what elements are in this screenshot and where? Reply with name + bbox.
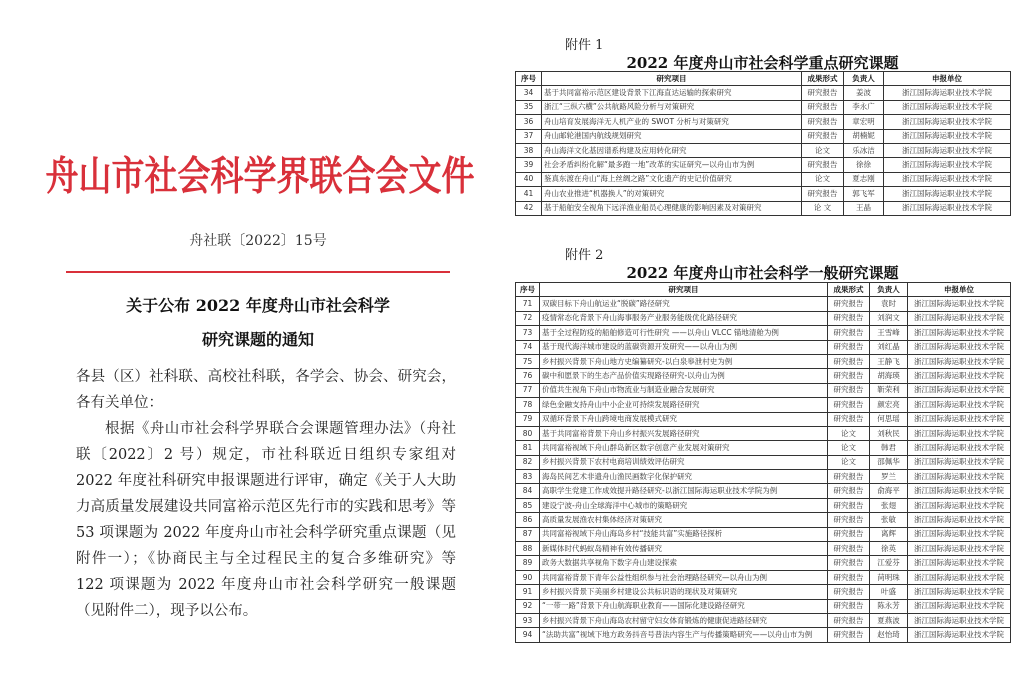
col-number: 94 [516,628,540,642]
col-project: 碳中和愿景下的生态产品价值实现路径研究-以舟山为例 [540,369,828,383]
col-project: 绿色金融支持舟山中小企业可持续发展路径研究 [540,398,828,412]
col-number: 81 [516,441,540,455]
table-row [516,484,1011,498]
col-format: 研究报告 [802,115,844,129]
col-number: 37 [516,129,542,143]
col-project: 乡村振兴背景下舟山海岛农村留守妇女体育锻炼的健康促进路径研究 [540,613,828,627]
col-leader: 李永广 [844,100,884,114]
col-unit: 浙江国际海运职业技术学院 [884,143,1011,157]
col-project: 共同富裕视域下舟山群岛新区数字创意产业发展对策研究 [540,441,828,455]
col-number: 36 [516,115,542,129]
col-leader: 徐徐 [844,158,884,172]
col-number: 90 [516,570,540,584]
col-unit: 浙江国际海运职业技术学院 [908,412,1011,426]
col-unit: 浙江国际海运职业技术学院 [908,599,1011,613]
col-number: 75 [516,354,540,368]
table-row [516,383,1011,397]
col-project: 鉴真东渡在舟山“海上丝绸之路”文化遗产的史记价值研究 [542,172,802,186]
table-row [516,570,1011,584]
col-project: 双碳目标下舟山航运业“脱碳”路径研究 [540,297,828,311]
col-project: 乡村振兴背景下农村电商培训绩效评估研究 [540,455,828,469]
col-project: 乡村振兴背景下舟山地方史编纂研究-以白泉皋泄村史为例 [540,354,828,368]
col-format: 研究报告 [828,513,870,527]
col-number: 79 [516,412,540,426]
col-unit: 浙江国际海运职业技术学院 [908,585,1011,599]
col-leader: 苘明珠 [870,570,908,584]
table-row [516,470,1011,484]
table-row [516,426,1011,440]
col-unit: 浙江国际海运职业技术学院 [908,556,1011,570]
col-project: 高质量发展渔农村集体经济对策研究 [540,513,828,527]
col-number: 82 [516,455,540,469]
col-number: 77 [516,383,540,397]
col-project: 舟山海洋文化基因谱系构建及应用转化研究 [542,143,802,157]
col-leader: 章宏明 [844,115,884,129]
col-project: 舟山农业推进“机器换人”的对策研究 [542,187,802,201]
col-format: 研究报告 [802,100,844,114]
col-number: 92 [516,599,540,613]
col-format: 论 文 [802,201,844,215]
col-leader: 邵佩华 [870,455,908,469]
table-row [516,369,1011,383]
table-row [516,542,1011,556]
table-row [516,513,1011,527]
col-format: 研究报告 [828,585,870,599]
table-row [516,455,1011,469]
table-row [516,498,1011,512]
table-row [516,599,1011,613]
col-number: 85 [516,498,540,512]
col-format: 研究报告 [828,556,870,570]
col-format: 研究报告 [828,484,870,498]
col-format: 研究报告 [828,340,870,354]
col-project: 舟山邮轮港国内航线规划研究 [542,129,802,143]
col-number: 38 [516,143,542,157]
header-col-leader: 负责人 [870,283,908,297]
col-leader: 张翅 [870,498,908,512]
table-row [516,628,1011,642]
col-unit: 浙江国际海运职业技术学院 [908,354,1011,368]
col-project: 政务大数据共享视角下数字舟山建设探索 [540,556,828,570]
col-unit: 浙江国际海运职业技术学院 [908,513,1011,527]
col-project: 高职学生党建工作成效提升路径研究-以浙江国际海运职业技术学院为例 [540,484,828,498]
col-format: 研究报告 [828,613,870,627]
col-project: 海岛民间艺术非遗舟山渔民画数字化保护研究 [540,470,828,484]
table-row [516,441,1011,455]
annex2-label: 附件 2 [565,248,604,263]
col-leader: 姜波 [844,86,884,100]
col-leader: 张敏 [870,513,908,527]
col-project: 浙江“三纵六横”公共航路风险分析与对策研究 [542,100,802,114]
col-number: 87 [516,527,540,541]
col-leader: 离辉 [870,527,908,541]
col-format: 研究报告 [828,570,870,584]
header-col-unit: 申报单位 [908,283,1011,297]
col-number: 73 [516,326,540,340]
col-format: 研究报告 [828,599,870,613]
col-project: 价值共生视角下舟山市物流业与制造业融合发展研究 [540,383,828,397]
col-unit: 浙江国际海运职业技术学院 [884,187,1011,201]
col-unit: 浙江国际海运职业技术学院 [884,158,1011,172]
header-col-number: 序号 [516,283,540,297]
header-col-format: 成果形式 [828,283,870,297]
col-format: 研究报告 [802,86,844,100]
col-project: “法助共富”视域下地方政务抖音号普法内容生产与传播策略研究——以舟山市为例 [540,628,828,642]
col-project: 双循环背景下舟山跨境电商发展模式研究 [540,412,828,426]
col-leader: 俞海平 [870,484,908,498]
header-col-format: 成果形式 [802,72,844,86]
col-leader: 陈永芳 [870,599,908,613]
col-project: 基于船舶安全视角下远洋渔业船员心理健康的影响因素及对策研究 [542,201,802,215]
table-row [516,100,1011,114]
col-unit: 浙江国际海运职业技术学院 [908,570,1011,584]
col-leader: 刘秋民 [870,426,908,440]
col-unit: 浙江国际海运职业技术学院 [908,527,1011,541]
col-leader: 何思瑶 [870,412,908,426]
table-row [516,115,1011,129]
col-unit: 浙江国际海运职业技术学院 [908,498,1011,512]
table-header-row [516,72,1011,86]
table-row [516,398,1011,412]
col-leader: 韩君 [870,441,908,455]
col-number: 91 [516,585,540,599]
col-unit: 浙江国际海运职业技术学院 [908,398,1011,412]
col-leader: 靳荣利 [870,383,908,397]
col-project: 基于现代海洋城市建设的蓝碳资源开发研究——以舟山为例 [540,340,828,354]
table-row [516,158,1011,172]
header-col-project: 研究项目 [540,283,828,297]
table-row [516,187,1011,201]
table-row [516,129,1011,143]
col-leader: 刘润文 [870,311,908,325]
col-format: 研究报告 [828,326,870,340]
col-unit: 浙江国际海运职业技术学院 [908,455,1011,469]
col-format: 论文 [828,455,870,469]
col-format: 研究报告 [828,470,870,484]
table-row [516,297,1011,311]
col-number: 78 [516,398,540,412]
col-project: 基于全过程防疫的船舶修造可行性研究 ——以舟山 VLCC 锚地清舱为例 [540,326,828,340]
col-leader: 袁时 [870,297,908,311]
col-number: 84 [516,484,540,498]
col-unit: 浙江国际海运职业技术学院 [884,86,1011,100]
table-row [516,527,1011,541]
table-row [516,326,1011,340]
col-project: 社会矛盾纠纷化解“最多跑一地”改革的实证研究—以舟山市为例 [542,158,802,172]
col-format: 研究报告 [828,383,870,397]
col-format: 研究报告 [828,369,870,383]
col-unit: 浙江国际海运职业技术学院 [884,129,1011,143]
col-format: 研究报告 [828,412,870,426]
col-unit: 浙江国际海运职业技术学院 [908,383,1011,397]
col-unit: 浙江国际海运职业技术学院 [908,470,1011,484]
col-leader: 王雪峰 [870,326,908,340]
col-leader: 乐冰洁 [844,143,884,157]
col-unit: 浙江国际海运职业技术学院 [908,426,1011,440]
notice-body [76,364,456,624]
col-leader: 江爱芬 [870,556,908,570]
col-number: 88 [516,542,540,556]
document-number: 舟社联〔2022〕15号 [189,233,327,249]
col-format: 研究报告 [828,311,870,325]
col-format: 研究报告 [828,542,870,556]
col-number: 76 [516,369,540,383]
col-number: 89 [516,556,540,570]
col-unit: 浙江国际海运职业技术学院 [908,297,1011,311]
table-row [516,311,1011,325]
table-row [516,340,1011,354]
table-row [516,201,1011,215]
col-leader: 颜宏亮 [870,398,908,412]
col-number: 39 [516,158,542,172]
col-unit: 浙江国际海运职业技术学院 [908,484,1011,498]
col-format: 论文 [828,426,870,440]
body-paragraph: 根据《舟山市社会科学界联合会课题管理办法》（舟社联〔2022〕2 号）规定，市社科联近日组织专家组对 2022 年度社科研究申报课题进行评审，确定《关于人大助力高质量发展建设共同富裕示范区先行市的实践和思考》等 53 项课题为 2022 年度舟山市社会科学研究重点课题（见附件一）；《协商民主与全过程民主的复合多维研究》等 122 项课题为 2022 年度舟山市社会科学研究一般课题（见附件二），现予以公布。 [76,421,456,619]
col-number: 42 [516,201,542,215]
col-unit: 浙江国际海运职业技术学院 [908,542,1011,556]
col-leader: 夏燕波 [870,613,908,627]
table-row [516,354,1011,368]
col-format: 研究报告 [802,129,844,143]
annex2-title: 2022 年度舟山市社会科学一般研究课题 [626,264,899,282]
table-row [516,613,1011,627]
col-format: 论文 [802,143,844,157]
col-project: 乡村振兴背景下美丽乡村建设公共标识语的现状及对策研究 [540,585,828,599]
col-leader: 徐英 [870,542,908,556]
table-row [516,556,1011,570]
col-leader: 胡楠妮 [844,129,884,143]
col-project: 舟山培育发展海洋无人机产业的 SWOT 分析与对策研究 [542,115,802,129]
col-unit: 浙江国际海运职业技术学院 [884,172,1011,186]
col-number: 72 [516,311,540,325]
header-col-project: 研究项目 [542,72,802,86]
table-row [516,412,1011,426]
col-unit: 浙江国际海运职业技术学院 [908,340,1011,354]
annex2-table [515,282,1011,643]
col-unit: 浙江国际海运职业技术学院 [884,100,1011,114]
col-number: 34 [516,86,542,100]
col-leader: 胡海瑛 [870,369,908,383]
col-number: 35 [516,100,542,114]
table-row [516,585,1011,599]
col-format: 研究报告 [828,297,870,311]
col-project: 疫情常态化背景下舟山海事服务产业服务能级优化路径研究 [540,311,828,325]
col-leader: 王晶 [844,201,884,215]
col-project: 基于共同富裕示范区建设背景下江海直达运输的探索研究 [542,86,802,100]
col-leader: 夏志刚 [844,172,884,186]
col-number: 80 [516,426,540,440]
col-number: 40 [516,172,542,186]
col-leader: 叶盛 [870,585,908,599]
col-number: 83 [516,470,540,484]
annex1-title: 2022 年度舟山市社会科学重点研究课题 [626,54,899,72]
col-format: 研究报告 [828,628,870,642]
col-number: 71 [516,297,540,311]
col-format: 研究报告 [828,498,870,512]
table-row [516,143,1011,157]
col-unit: 浙江国际海运职业技术学院 [908,311,1011,325]
col-number: 74 [516,340,540,354]
col-project: “一带一路”背景下舟山航海职业教育——国际化建设路径研究 [540,599,828,613]
col-project: 共同富裕视域下舟山海岛乡村“技能共富”实施路径探析 [540,527,828,541]
annex1-table [515,71,1011,216]
col-project: 共同富裕背景下青年公益性组织参与社会治理路径研究—以舟山为例 [540,570,828,584]
notice-title-line2: 研究课题的通知 [201,330,314,349]
col-number: 41 [516,187,542,201]
header-col-unit: 申报单位 [884,72,1011,86]
col-unit: 浙江国际海运职业技术学院 [884,115,1011,129]
col-format: 论文 [828,441,870,455]
col-number: 86 [516,513,540,527]
col-project: 基于共同富裕背景下舟山乡村振兴发展路径研究 [540,426,828,440]
col-leader: 王静飞 [870,354,908,368]
col-format: 研究报告 [802,158,844,172]
col-format: 研究报告 [828,398,870,412]
annex1-label: 附件 1 [565,38,604,53]
table-row [516,86,1011,100]
col-leader: 罗兰 [870,470,908,484]
col-unit: 浙江国际海运职业技术学院 [908,369,1011,383]
col-unit: 浙江国际海运职业技术学院 [908,628,1011,642]
col-unit: 浙江国际海运职业技术学院 [884,201,1011,215]
col-leader: 赵怡琦 [870,628,908,642]
header-col-number: 序号 [516,72,542,86]
col-leader: 刘红晶 [870,340,908,354]
col-project: 建设宁波-舟山全球海洋中心城市的策略研究 [540,498,828,512]
header-col-leader: 负责人 [844,72,884,86]
red-divider [66,271,450,273]
col-format: 研究报告 [828,527,870,541]
col-format: 研究报告 [828,354,870,368]
col-leader: 郭飞军 [844,187,884,201]
salutation: 各县（区）社科联、高校社科联，各学会、协会、研究会，各有关单位： [76,369,456,411]
col-unit: 浙江国际海运职业技术学院 [908,441,1011,455]
org-header-title: 舟山市社会科学界联合会文件 [45,152,475,200]
col-project: 新媒体时代蚂蚁岛精神有效传播研究 [540,542,828,556]
col-format: 研究报告 [802,187,844,201]
table-header-row [516,283,1011,297]
table-row [516,172,1011,186]
col-format: 论文 [802,172,844,186]
col-unit: 浙江国际海运职业技术学院 [908,326,1011,340]
notice-title-line1: 关于公布 2022 年度舟山市社会科学 [126,296,390,315]
col-unit: 浙江国际海运职业技术学院 [908,613,1011,627]
col-number: 93 [516,613,540,627]
